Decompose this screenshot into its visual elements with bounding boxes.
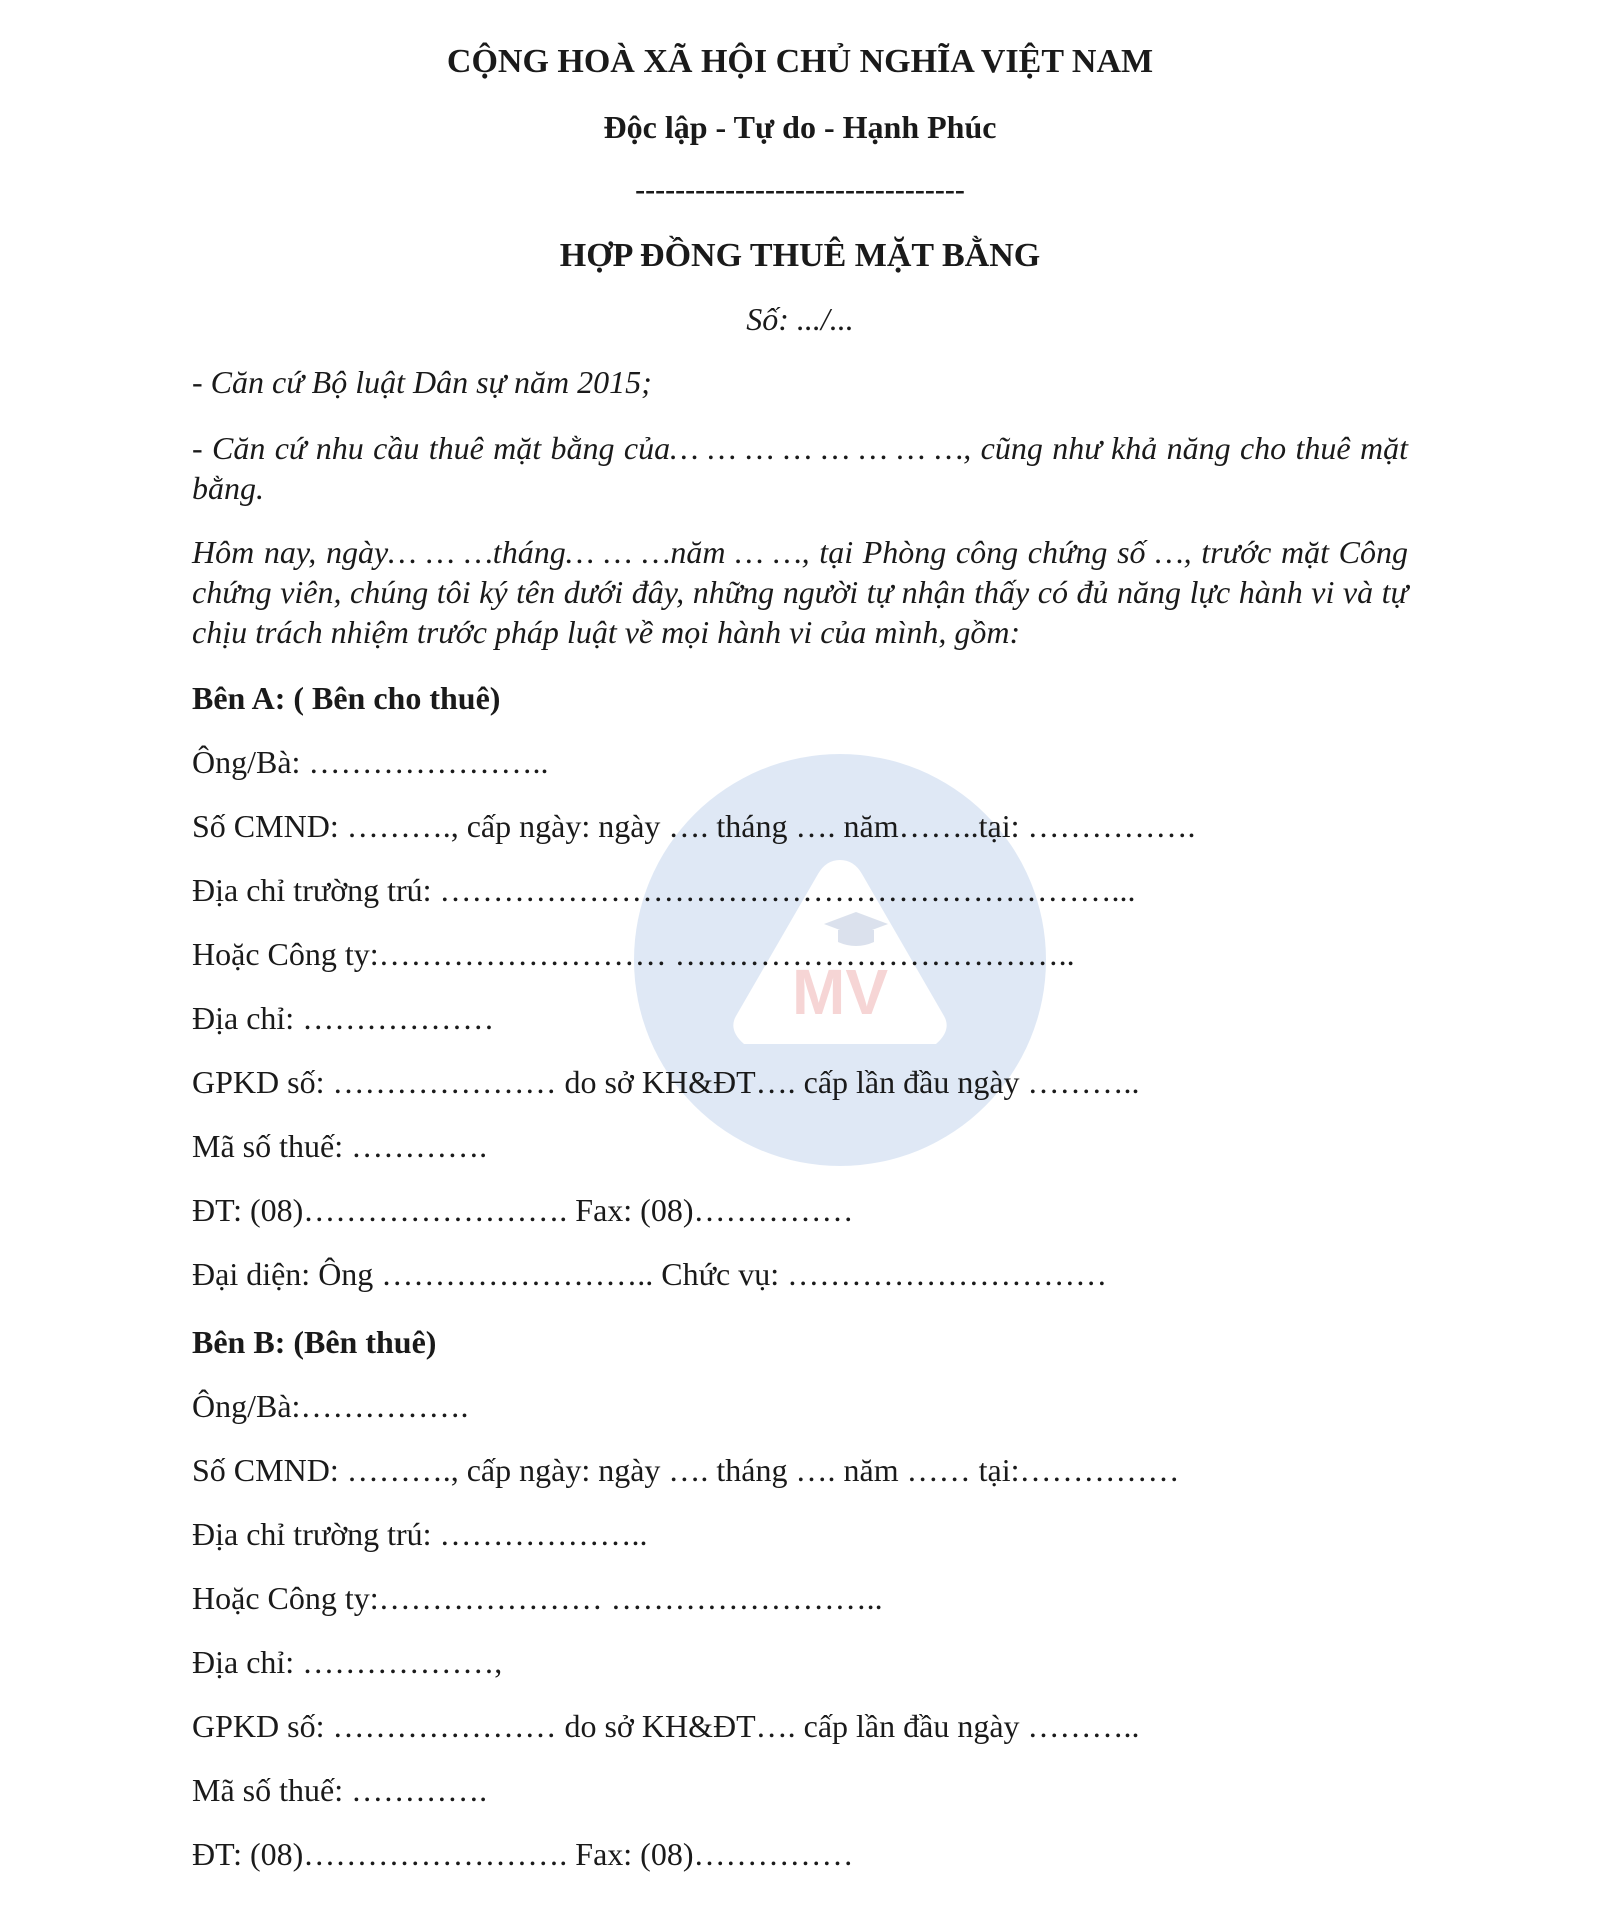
party-a-company: Hoặc Công ty:……………………… ……………………………….. <box>192 936 1075 972</box>
party-b-tax-code: Mã số thuế: …………. <box>192 1772 488 1808</box>
watermark-text: MV <box>792 956 888 1028</box>
party-b-phone-fax: ĐT: (08)……………………. Fax: (08)…………… <box>192 1836 854 1872</box>
party-b-address: Địa chỉ: ………………, <box>192 1644 503 1680</box>
document-number: Số: .../... <box>746 301 854 337</box>
country-name: CỘNG HOÀ XÃ HỘI CHỦ NGHĨA VIỆT NAM <box>446 43 1154 80</box>
national-motto: Độc lập - Tự do - Hạnh Phúc <box>603 109 997 145</box>
legal-basis-civil-code: - Căn cứ Bộ luật Dân sự năm 2015; <box>192 364 652 400</box>
party-a-representative: Đại diện: Ông …………………….. Chức vụ: ………………………… <box>192 1256 1108 1292</box>
party-b-name: Ông/Bà:……………. <box>192 1388 469 1424</box>
party-a-residence: Địa chỉ trường trú: ………………………………………………………... <box>192 872 1136 908</box>
party-b-company: Hoặc Công ty:………………… …………………….. <box>192 1580 883 1616</box>
signing-statement: Hôm nay, ngày… … …tháng… … …năm … …, tại Phòng công chứng số …, trước mặt Công chứng viên, chúng tôi ký tên dưới đây, những người tự nhận thấy có đủ năng lực hành vi và tự chịu trách nhiệm trước pháp luật về mọi hành vi của mình, gồm: <box>192 534 1408 650</box>
document-title: HỢP ĐỒNG THUÊ MẶT BẰNG <box>559 237 1041 274</box>
party-b-license: GPKD số: ………………… do sở KH&ĐT…. cấp lần đầu ngày ……….. <box>192 1708 1140 1744</box>
party-a-address: Địa chỉ: ……………… <box>192 1000 495 1036</box>
header-divider: --------------------------------- <box>635 173 965 206</box>
party-a-license: GPKD số: ………………… do sở KH&ĐT…. cấp lần đầu ngày ……….. <box>192 1064 1140 1100</box>
party-a-heading: Bên A: ( Bên cho thuê) <box>192 680 501 716</box>
party-a-name: Ông/Bà: ………………….. <box>192 744 549 780</box>
party-b-residence: Địa chỉ trường trú: ……………….. <box>192 1516 648 1552</box>
party-b-heading: Bên B: (Bên thuê) <box>192 1324 437 1360</box>
legal-basis-needs: - Căn cứ nhu cầu thuê mặt bằng của… … … … … … … …, cũng như khả năng cho thuê mặt bằng. <box>192 430 1408 506</box>
party-a-phone-fax: ĐT: (08)……………………. Fax: (08)…………… <box>192 1192 854 1228</box>
party-a-id: Số CMND: ………., cấp ngày: ngày …. tháng …. năm……..tại: ……………. <box>192 808 1196 844</box>
party-b-id: Số CMND: ………., cấp ngày: ngày …. tháng …. năm …… tại:…………… <box>192 1452 1180 1488</box>
party-a-tax-code: Mã số thuế: …………. <box>192 1128 488 1164</box>
